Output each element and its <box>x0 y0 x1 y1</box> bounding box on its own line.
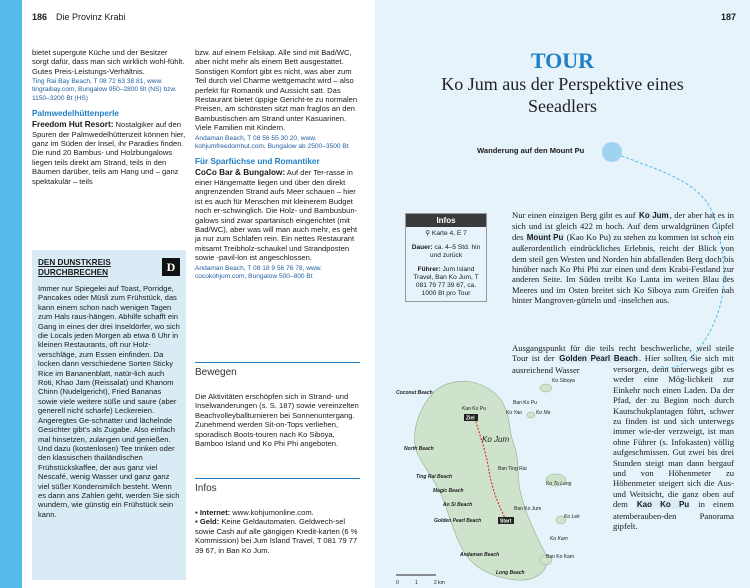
infos-box-heading: Infos <box>406 214 486 227</box>
info-label: Geld: <box>199 517 220 527</box>
venue-text: Nostalgiker auf den Spuren der Palmwedelhüttenzeit können hier, ganz im Süden der Insel, ihr Paradies finden. Die rund 20 Bambus- und Holzbungalows liegen teils direkt am Strand, teils in den Bäumen darüber, teils am Hang und – ganz spektakulär – teils <box>32 120 186 186</box>
left-header <box>0 0 375 36</box>
highlight: Golden Pearl Beach <box>559 354 638 364</box>
section-bewegen <box>195 362 360 448</box>
info-line: Andaman Beach, T 08 56 55 30 20, www. kohjumfreedomhut.com, Bungalow ab 2500–3500 Bt <box>195 134 349 150</box>
highlight: Mount Pu <box>526 232 564 242</box>
section-text: Die Aktivitäten erschöpfen sich in Strand- und Inselwanderungen (s. S. 187) sowie vereinzelten Beachvolleyballturnieren bei Sonnenuntergang. Zunehmend werden Sit-on-Tops verliehen, sporadisch Boots-touren nach Ko Siboya, Bamboo Island und Ko Phi Phi angeboten. <box>195 392 359 449</box>
map-label: Ban Ko Jum <box>514 506 542 512</box>
map-label: Coconut Beach <box>396 390 433 396</box>
highlight: Kao Ko Pu <box>636 500 690 510</box>
map-label: Ko Lek <box>564 514 580 520</box>
section-heading: Bewegen <box>195 367 237 378</box>
section-heading: Infos <box>195 483 217 494</box>
pin-icon: ⚲ <box>425 230 432 237</box>
info-line: Andaman Beach, T 08 18 9 56 76 78, www. cocokohjum.com, Bungalow 500–800 Bt <box>195 264 322 280</box>
column-1 <box>32 48 186 188</box>
map-label: Ban Ko Pu <box>513 400 537 406</box>
map-label: Ko To Lang <box>546 481 572 487</box>
info-label: Internet: <box>199 508 231 517</box>
map-label: Ko Siboya <box>552 378 575 384</box>
page-number-left: 186 <box>32 12 48 22</box>
info-item: ▪ Internet: www.kohjumonline.com. <box>195 508 314 517</box>
map-label: Kao Ko Pu <box>462 406 486 412</box>
tip-box-text: Immer nur Spiegelei auf Toast, Porridge, Pancakes oder Müsli zum Frühstück, das kann einem schon nach wenigen Tagen zum Hals raus-hängen. Abhilfe schafft ein Gang in eines der drei Inseldörfer, wo sich die Locals jeden Morgen ab etwa 6 Uhr in kleinen Restaurants, oft nur Holz-verschläge, zum Essen einfinden. Da locken dann verschiedene Sorten Sticky Rice im Bananenblatt, natür-lich auch Roti, Khao Jam (Reissalat) und Khanom Chinn (Nudelgericht), Fried Bananas sowie viele weitere süße und saure (aber generell nicht scharfe) Leckereien. Angeregtes Ge-schnatter und lächelnde Gesichter gibt's als Zugabe. Also einfach mal hinsetzen, zulangen und genießen. Und dazu (kostenlosen) Tee trinken oder den klassischen thailändischen Frühstückskaffee, der aus ganz viel Nescafé, wenig Wasser und ganz ganz viel süßer Kondensmilch besteht. Wenn es dann ans Zahlen geht, werden Sie sich wundern, wie günstig ein Frühstück sein kann. <box>38 284 180 519</box>
fuehrer: Führer: Jum Island Travel, Ban Ko Jum, T 081 79 77 39 67, ca. 1000 Bt pro Tour <box>413 266 479 297</box>
paragraph: bietet supergute Küche und der Besitzer sorgt dafür, dass man sich wirklich wohl-fühlt. Gutes Preis-Leistungs-Verhältnis. <box>32 48 185 76</box>
left-color-strip <box>0 0 22 588</box>
infos-box <box>405 213 487 302</box>
map-label: Ziel <box>466 415 475 422</box>
walk-label: Wanderung auf den Mount Pu <box>477 146 585 155</box>
tip-box-title: DEN DUNSTKREIS DURCHBRECHEN <box>38 258 111 277</box>
info-value: www.kohjumonline.com. <box>230 508 314 517</box>
info-line: Ting Rai Bay Beach, T 08 72 63 38 81, www. tingraibay.com, Bungalow 950–2800 Bt (NS) bzw. 1150–3200 Bt (HS) <box>32 78 177 102</box>
running-head-left: Die Provinz Krabi <box>56 12 126 22</box>
paragraph: bzw. auf einem Felskap. Alle sind mit Bad/WC, aber nicht mehr als einem Bett ausgestattet. Sonstigen Komfort gibt es nicht, was aber zum Teil durch viel Charme wettgemacht wird – also perfekt für Romantik und Aussicht satt. Das Restaurant bietet üppige Gericht-te zu normalen Preisen, am schönsten sitzt man fraglos an den Bambustischen am Strand unter Kasuarinen. Viele Familien mit Kindern. <box>195 48 358 133</box>
map-label: Golden Pearl Beach <box>434 518 482 524</box>
island-map <box>396 370 580 588</box>
map-label: Ban Ting Rai <box>498 466 527 472</box>
map-label: Start <box>500 518 512 525</box>
venue-name: Freedom Hut Resort: <box>32 120 114 130</box>
map-label: Ting Rai Beach <box>416 474 453 480</box>
map-label: North Beach <box>404 446 434 452</box>
info-item: ▪ Geld: Keine Geldautomaten. Geldwech-sel sowie Cash auf alle gängigen Kredit-karten (6 % Kommission) bei Jum Island Travel, T 081 79 77 39 67, in Ban Ko Jum. <box>195 517 358 555</box>
tour-body-1: Nur einen einzigen Berg gibt es auf Ko Jum, der aber hat es in sich und ist gleich 422 m hoch. Auf dem urwaldgrünen Gipfel des Mount Pu (Kao Ko Pu) zu stehen zu kommen ist schon ein außerordentlich eindrückliches Erlebnis, reicht der Blick von dem steil gen Westen und Norden hin abfallenden Berg doch bis hinüber nach Ko Phi Phi zur einen und dem Krabi-Festland zur anderen Seite. Im Süden treibt Ko Lanta im weiten Blau des Meeres und im Osten breitet sich Ko Siboya zum Greifen nah hinter Mangroven-gürteln und -inselchen aus. <box>512 210 734 306</box>
venue-name: CoCo Bar & Bungalow: <box>195 168 286 178</box>
d-badge-icon: D <box>162 258 180 276</box>
tour-body-2: Ausgangspunkt für die teils recht beschwerliche, weil steile Tour ist der Golden Pearl Beach. Hier sollten Sie sich mit ausreichend Wasser <box>512 343 734 375</box>
section-infos <box>195 478 360 555</box>
map-ref: ⚲ Karte 4, E 7 <box>425 230 467 237</box>
map-label: Ban Ko Kam <box>546 554 575 560</box>
map-label: Magic Beach <box>433 488 464 494</box>
column-2 <box>195 48 360 287</box>
scale-label: 2 km <box>434 580 445 586</box>
map-label: Ao Si Beach <box>443 502 473 508</box>
tour-label: TOUR <box>530 48 595 73</box>
page-number-right: 187 <box>720 12 736 22</box>
tour-title: Ko Jum aus der Perspektive eines Seeadlers <box>441 74 684 116</box>
map-label: Andaman Beach <box>460 552 500 558</box>
tip-box <box>32 250 186 580</box>
map-label: Ko Jum <box>482 435 510 444</box>
venue-text: Auf der Ter-rasse in einer Hängematte liegen und über den direkt angrenzenden Strand aufs Meer schauen – hier ist es auch für Menschen mit kleinerem Budget noch er-schwinglich. Die Holz- und Bambusbun-galows sind zwar spartanisch eingerichtet (mit Bad/WC), aber was will man auch mehr, es geht ja nur zum Schlafen rein. Ein nettes Restaurant mitsamt Treibholz-schaukel und Strandposten sowie -pavil-lon ist angeschlossen. <box>195 168 358 263</box>
dauer: Dauer: ca. 4–5 Std. hin und zurück <box>411 244 481 259</box>
map-label: Ko Kam <box>550 536 568 542</box>
category-heading: Palmwedelhüttenperle <box>32 108 119 118</box>
highlight: Ko Jum <box>639 211 669 220</box>
info-value: Keine Geldautomaten. Geldwech-sel sowie Cash auf alle gängigen Kredit-karten (6 % Kommission) bei Jum Island Travel, T 081 79 77 39 67, in Ban Ko Jum. <box>195 517 358 555</box>
map-label: Ko Yao <box>506 410 522 416</box>
map-label: Long Beach <box>496 570 525 576</box>
category-heading: Für Sparfüchse und Romantiker <box>195 157 320 167</box>
map-label: Ko Ma <box>536 410 551 416</box>
scale-label: 1 <box>415 580 418 586</box>
scale-label: 0 <box>396 580 399 586</box>
tour-body-3: versorgen, denn unterwegs gibt es weder eine Mög-lichkeit zur Einkehr noch einen Laden. Da der Pfad, der zu Beginn noch durch Kautschukplantagen führt, schwer zu finden ist und sich unterwegs immer wie-der verzweigt, ist man ohne Führer (s. Infokasten) völlig aufgeschmissen. Gut zwei bis drei Stunden steigt man dann bergauf und von Höhenmeter zu Höhenmeter steigert sich die Aus- und Weitsicht, die ganz oben auf dem Kao Ko Pu in einem atemberauben-den Panorama gipfelt. <box>613 364 734 532</box>
